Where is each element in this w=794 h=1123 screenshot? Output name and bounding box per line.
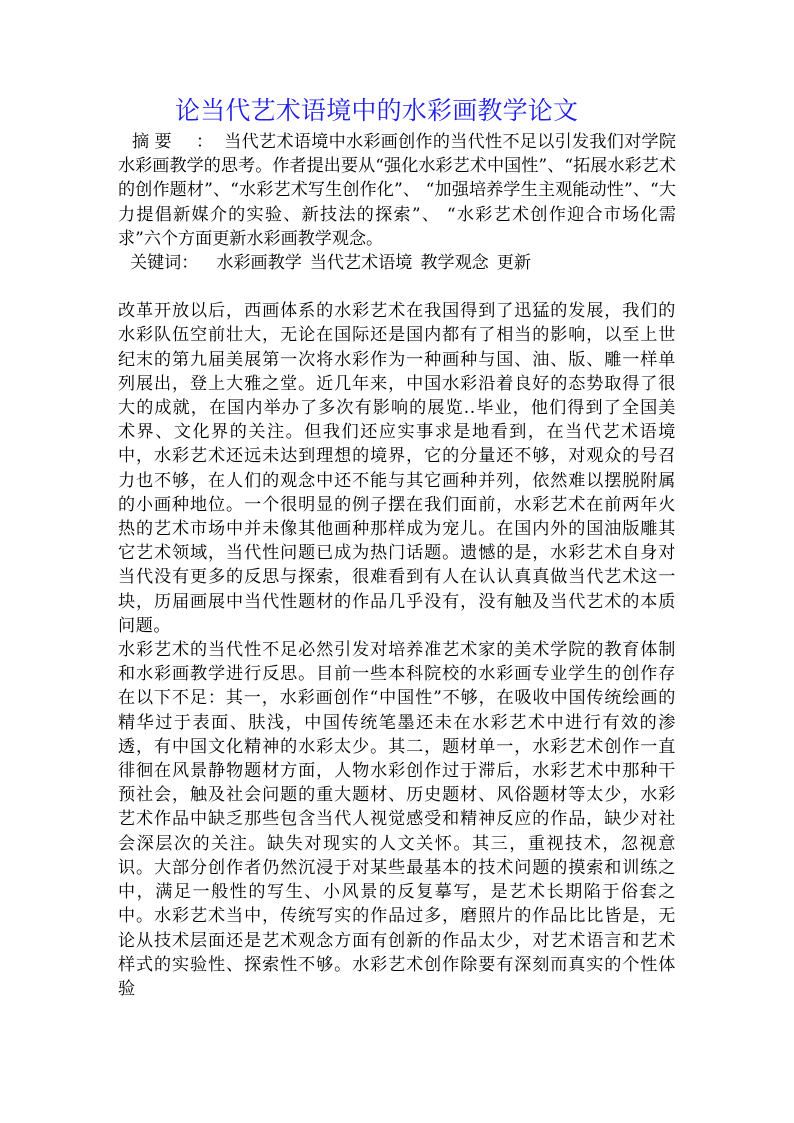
document-page [118, 92, 676, 1001]
document-title: 论当代艺术语境中的水彩画教学论文 [175, 96, 579, 125]
keyword: 当代艺术语境 [309, 253, 413, 274]
keywords-label: 关键词： [130, 253, 199, 274]
keyword: 教学观念 [420, 253, 489, 274]
keyword: 水彩画教学 [216, 253, 302, 274]
abstract-colon: ： [196, 132, 214, 152]
body-paragraph: 改革开放以后，西画体系的水彩艺术在我国得到了迅猛的发展，我们的水彩队伍空前壮大，无论在国际还是国内都有了相当的影响，以至上世纪末的第九届美展第一次将水彩作为一种画种与国、油、版、雕一样单列展出，登上大雅之堂。近几年来，中国水彩沿着良好的态势取得了很大的成就，在国内举办了多次有影响的展览..毕业，他们得到了全国美术界、文化界的关注。但我们还应实事求是地看到，在当代艺术语境中，水彩艺术还远未达到理想的境界，它的分量还不够，对观众的号召力也不够，在人们的观念中还不能与其它画种并列，依然难以摆脱附属的小画种地位。一个很明显的例子摆在我们面前，水彩艺术在前两年火热的艺术市场中并未像其他画种那样成为宠儿。在国内外的国油版雕其它艺术领域，当代性问题已成为热门话题。遗憾的是，水彩艺术自身对当代没有更多的反思与探索，很难看到有人在认认真真做当代艺术这一块，历届画展中当代性题材的作品几乎没有，没有触及当代艺术的本质问题。 [118, 301, 676, 636]
keyword: 更新 [496, 253, 531, 274]
body-paragraph: 水彩艺术的当代性不足必然引发对培养准艺术家的美术学院的教育体制和水彩画教学进行反思。目前一些本科院校的水彩画专业学生的创作存在以下不足：其一，水彩画创作“中国性”不够，在吸收中国传统绘画的精华过于表面、肤浅，中国传统笔墨还未在水彩艺术中进行有效的渗透，有中国文化精神的水彩太少。其二，题材单一，水彩艺术创作一直徘徊在风景静物题材方面，人物水彩创作过于滞后，水彩艺术中那种干预社会，触及社会问题的重大题材、历史题材、风俗题材等太少，水彩艺术作品中缺乏那些包含当代人视觉感受和精神反应的作品，缺少对社会深层次的关注。缺失对现实的人文关怀。其三，重视技术，忽视意识。大部分创作者仍然沉浸于对某些最基本的技术问题的摸索和训练之中，满足一般性的写生、小风景的反复摹写，是艺术长期陷于俗套之中。水彩艺术当中，传统写实的作品过多，磨照片的作品比比皆是，无论从技术层面还是艺术观念方面有创新的作品太少，对艺术语言和艺术样式的实验性、探索性不够。水彩艺术创作除要有深刻而真实的个性体验 [118, 640, 676, 999]
abstract [118, 130, 676, 251]
abstract-label: 摘 要 [132, 132, 172, 152]
abstract-text: 当代艺术语境中水彩画创作的当代性不足以引发我们对学院水彩画教学的思考。作者提出要从“强化水彩艺术中国性”、“拓展水彩艺术的创作题材”、“水彩艺术写生创作化”、 “加强培养学生主观能动性”、“大力提倡新媒介的实验、新技法的探索”、 “水彩艺术创作迎合市场化需求”六个方面更新水彩画教学观念。 [118, 132, 676, 249]
paragraph-spacer [118, 275, 676, 299]
keywords [118, 251, 676, 275]
